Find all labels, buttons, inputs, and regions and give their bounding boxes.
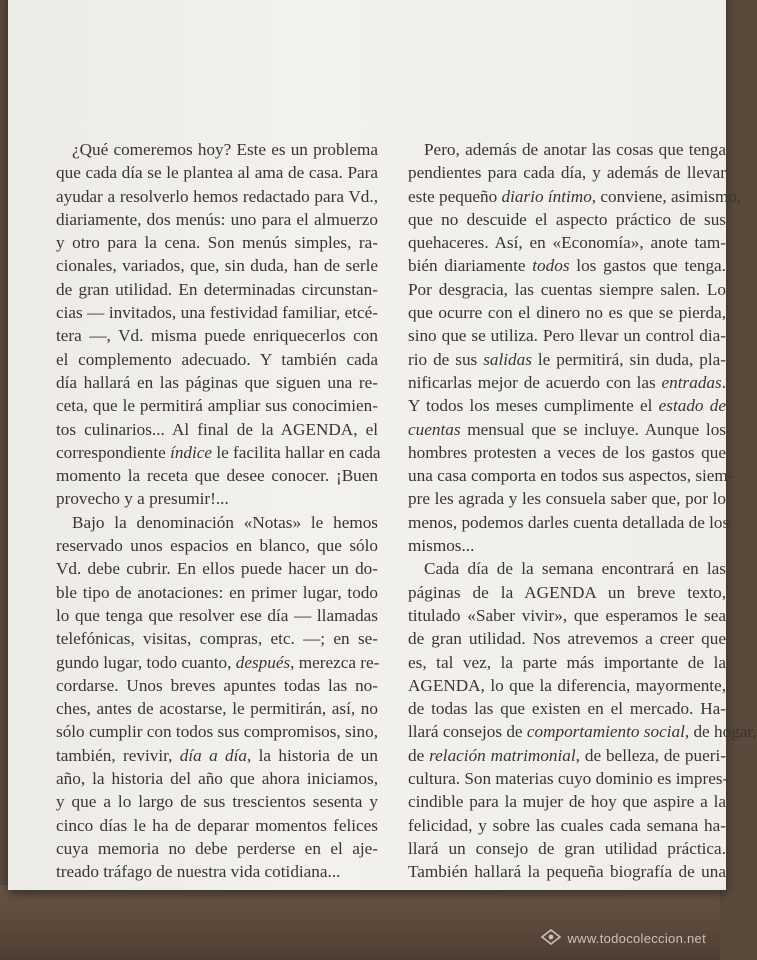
text-line: este pequeño diario íntimo, conviene, asimismo, [408,186,742,206]
watermark [540,928,706,949]
text-line: pre les agrada y les consuela saber que, por lo [408,489,726,509]
text-line: ¿Qué comeremos hoy? Este es un problema [72,140,378,159]
text-line: de gran utilidad. En determinadas circunstan- [56,279,378,299]
text-line: de todas las que existen en el mercado. Ha- [408,699,726,719]
text-line: tera —, Vd. misma puede enriquecerlos con [56,326,378,346]
text-line: que ocurre con el dinero no es que se pierda, [408,303,726,323]
text-line: ble tipo de anotaciones: en primer lugar, todo [56,582,378,602]
text-line: momento la receta que desee conocer. ¡Buen [56,466,378,486]
text-line: páginas de la AGENDA un breve texto, [408,582,726,602]
text-line: mismos... [408,536,475,556]
text-line: felicidad, y sobre las cuales cada semana ha- [408,815,726,835]
text-line: Y todos los meses cumplimente el estado de [408,396,726,416]
text-line: ayudar a resolverlo hemos redactado para Vd., [56,186,378,206]
text-line: gundo lugar, todo cuanto, después, merezca re- [56,652,380,672]
text-line: treado tráfago de nuestra vida cotidiana... [56,862,341,882]
text-line: llará consejos de comportamiento social, de hogar, [408,722,757,742]
text-line: rio de sus salidas le permitirá, sin duda, pla- [408,349,726,369]
text-line: año, la historia del año que ahora iniciamos, [56,769,378,789]
text-line: cionales, variados, que, sin duda, han de serle [56,256,378,276]
text-line: nificarlas mejor de acuerdo con las entradas. [408,372,726,392]
text-line: cultura. Son materias cuyo dominio es impres- [408,769,729,789]
text-line: telefónicas, visitas, compras, etc. —; en se- [56,629,378,649]
text-line: cias — invitados, una festividad familiar, etcé- [56,303,378,323]
text-line: de gran utilidad. Nos atrevemos a creer que [408,629,726,649]
text-line: provecho y a presumir!... [56,489,229,509]
text-line: que cada día se le plantea al ama de casa. Para [56,163,378,183]
book-page [8,0,757,890]
text-line: llará un consejo de gran utilidad práctica. [408,838,726,858]
text-line: y que a lo largo de sus trescientos sesenta y [56,792,378,812]
text-line: día hallará en las páginas que siguen una re- [56,372,378,392]
text-line: tos culinarios... Al final de la AGENDA, el [56,419,378,439]
text-line: el complemento adecuado. Y también cada [56,349,378,369]
text-line: lo que tenga que resolver ese día — llamadas [56,605,378,625]
text-line: pendientes para cada día, y además de llevar [408,163,726,183]
left-text-column [56,138,381,884]
text-line: y otro para la cena. Son menús simples, ra- [56,233,378,253]
text-line: quehaceres. Así, en «Economía», anote tam- [408,233,726,253]
text-line: cinco días le ha de deparar momentos felices [56,815,378,835]
text-line: AGENDA, lo que la diferencia, mayormente, [408,675,726,695]
text-line: También hallará la pequeña biografía de una [408,862,726,882]
text-line: titulado «Saber vivir», que esperamos le sea [408,605,726,625]
text-line: hombres protesten a veces de los gastos que [408,442,726,462]
text-line: cuya memoria no debe perderse en el aje- [56,838,378,858]
text-line: Por desgracia, las cuentas siempre salen. Lo [408,279,726,299]
right-text-column [408,138,757,884]
text-line: ceta, que le permitirá ampliar sus conocimien- [56,396,378,416]
text-line: menos, podemos darles cuenta detallada de los [408,512,730,532]
text-line: Vd. debe cubrir. En ellos puede hacer un do- [56,559,378,579]
text-line: sólo cumplir con todos sus compromisos, sino, [56,722,378,742]
watermark-text: www.todocoleccion.net [567,931,706,946]
text-line: de relación matrimonial, de belleza, de pueri- [408,745,726,765]
text-line: bién diariamente todos los gastos que tenga. [408,256,726,276]
text-line: es, tal vez, la parte más importante de la [408,652,726,672]
text-line: reservado unos espacios en blanco, que sólo [56,536,378,556]
text-line: sino que se utiliza. Pero llevar un control dia- [408,326,726,346]
text-line: que no descuide el aspecto práctico de sus [408,209,726,229]
text-line: Pero, además de anotar las cosas que tenga [424,140,726,159]
text-line: cordarse. Unos breves apuntes todas las no- [56,675,378,695]
text-line: diariamente, dos menús: uno para el almuerzo [56,209,378,229]
text-line: también, revivir, día a día, la historia de un [56,745,378,765]
text-line: correspondiente índice le facilita hallar en cada [56,442,381,462]
text-line: una casa comporta en todos sus aspectos, siem- [408,466,734,486]
text-line: ches, antes de acostarse, le permitirán, así, no [56,699,378,719]
watermark-logo-icon [540,928,562,949]
text-line: cuentas mensual que se incluye. Aunque los [408,419,726,439]
text-line: Bajo la denominación «Notas» le hemos [72,512,378,532]
text-line: cindible para la mujer de hoy que aspire a la [408,792,726,812]
text-line: Cada día de la semana encontrará en las [424,559,726,579]
